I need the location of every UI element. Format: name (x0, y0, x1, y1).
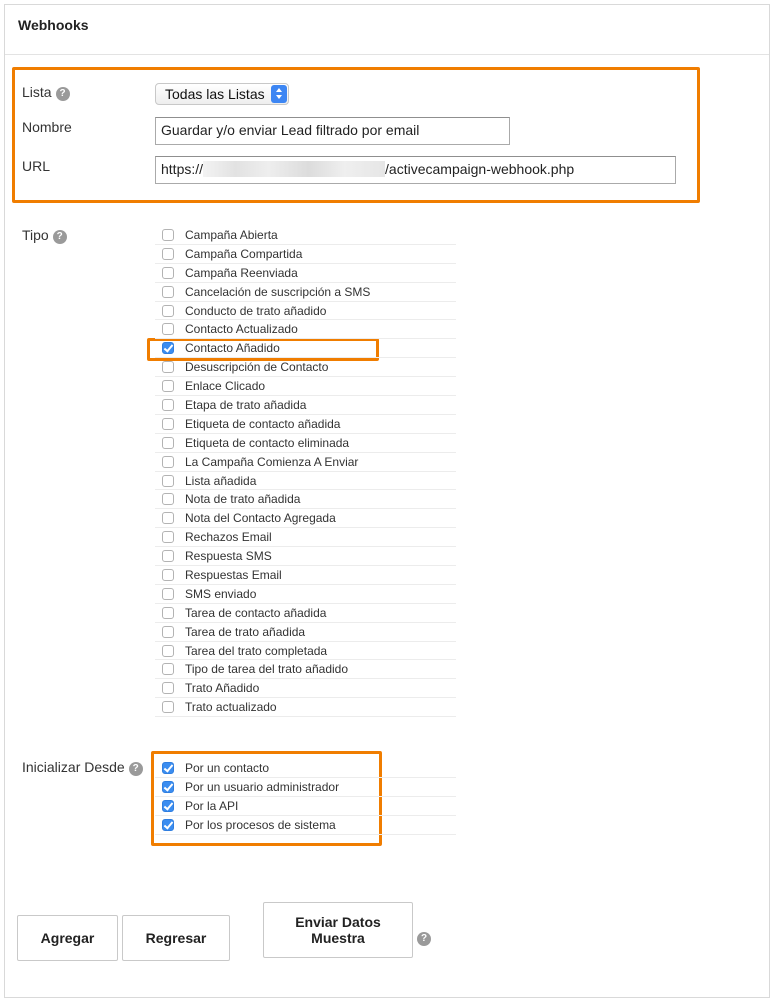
checkbox[interactable] (162, 531, 174, 543)
checkbox-label: Tipo de tarea del trato añadido (185, 662, 349, 677)
checkbox-label: Trato actualizado (185, 700, 277, 715)
checkbox[interactable] (162, 305, 174, 317)
checkbox-checked[interactable] (162, 781, 174, 793)
checkbox-label: Contacto Añadido (185, 341, 280, 356)
checkbox-row-contacto-actualizado[interactable] (155, 320, 456, 339)
tipo-checkbox-list (155, 226, 456, 717)
checkbox-label: Por un usuario administrador (185, 779, 340, 794)
checkbox-label: Etapa de trato añadida (185, 397, 307, 412)
checkbox-checked[interactable] (162, 800, 174, 812)
inicializar-label-text: Inicializar Desde (22, 759, 125, 775)
nombre-input[interactable] (155, 117, 510, 145)
checkbox-row-tarea-de-contacto-anadida[interactable] (155, 604, 456, 623)
inicializar-checkbox-list (155, 759, 456, 835)
checkbox-label: Enlace Clicado (185, 379, 266, 394)
checkbox-checked[interactable] (162, 762, 174, 774)
checkbox-row-sms-enviado[interactable] (155, 585, 456, 604)
checkbox-row-rechazos-email[interactable] (155, 528, 456, 547)
checkbox[interactable] (162, 512, 174, 524)
checkbox-checked[interactable] (162, 819, 174, 831)
checkbox-row-contacto-anadido[interactable] (155, 339, 456, 358)
checkbox-row-por-un-contacto[interactable] (155, 759, 456, 778)
nombre-label: Nombre (22, 119, 72, 135)
checkbox-label: Campaña Abierta (185, 227, 278, 242)
checkbox[interactable] (162, 645, 174, 657)
checkbox-label: Nota del Contacto Agregada (185, 511, 336, 526)
checkbox-row-lista-anadida[interactable] (155, 472, 456, 491)
checkbox-row-trato-anadido[interactable] (155, 679, 456, 698)
url-prefix: https:// (161, 161, 204, 177)
checkbox-row-tarea-del-trato-completada[interactable] (155, 642, 456, 661)
page-title: Webhooks (18, 17, 89, 33)
checkbox[interactable] (162, 323, 174, 335)
checkbox-label: Respuesta SMS (185, 549, 272, 564)
checkbox-label: Cancelación de suscripción a SMS (185, 284, 371, 299)
checkbox-row-por-la-api[interactable] (155, 797, 456, 816)
checkbox[interactable] (162, 437, 174, 449)
checkbox-row-nota-de-trato-anadida[interactable] (155, 490, 456, 509)
checkbox[interactable] (162, 456, 174, 468)
help-icon[interactable]: ? (417, 932, 431, 946)
checkbox[interactable] (162, 229, 174, 241)
checkbox[interactable] (162, 493, 174, 505)
checkbox-row-tipo-de-tarea-del-trato-anadido[interactable] (155, 660, 456, 679)
checkbox-row-tarea-de-trato-anadida[interactable] (155, 623, 456, 642)
checkbox-row-por-los-procesos-de-sistema[interactable] (155, 816, 456, 835)
checkbox-label: Tarea del trato completada (185, 643, 328, 658)
lista-select-value: Todas las Listas (165, 86, 265, 102)
panel-header (5, 5, 769, 55)
checkbox-label: Respuestas Email (185, 567, 282, 582)
checkbox[interactable] (162, 399, 174, 411)
checkbox-label: Lista añadida (185, 473, 257, 488)
checkbox[interactable] (162, 475, 174, 487)
checkbox[interactable] (162, 701, 174, 713)
tipo-label (22, 227, 67, 244)
checkbox-row-la-campana-comienza-a-enviar[interactable] (155, 453, 456, 472)
checkbox[interactable] (162, 286, 174, 298)
agregar-button[interactable]: Agregar (17, 915, 118, 961)
checkbox-label: Desuscripción de Contacto (185, 360, 329, 375)
checkbox-label: Trato Añadido (185, 681, 260, 696)
url-label: URL (22, 158, 51, 174)
checkbox-label: Por los procesos de sistema (185, 817, 336, 832)
enviar-line1: Enviar Datos (295, 914, 381, 930)
checkbox-label: Campaña Compartida (185, 246, 303, 261)
checkbox[interactable] (162, 663, 174, 675)
help-icon[interactable]: ? (56, 87, 70, 101)
checkbox[interactable] (162, 248, 174, 260)
checkbox-label: Conducto de trato añadido (185, 303, 327, 318)
checkbox-label: Por un contacto (185, 760, 270, 775)
checkbox[interactable] (162, 682, 174, 694)
checkbox-row-desuscripcion-de-contacto[interactable] (155, 358, 456, 377)
url-input[interactable] (155, 156, 676, 184)
checkbox-label: Campaña Reenviada (185, 265, 298, 280)
checkbox[interactable] (162, 361, 174, 373)
checkbox-row-campana-abierta[interactable] (155, 226, 456, 245)
checkbox[interactable] (162, 588, 174, 600)
checkbox-row-por-un-usuario-administrador[interactable] (155, 778, 456, 797)
redacted-domain (203, 161, 385, 177)
checkbox-row-campana-reenviada[interactable] (155, 264, 456, 283)
checkbox-row-etiqueta-de-contacto-eliminada[interactable] (155, 434, 456, 453)
lista-label-text: Lista (22, 84, 52, 100)
checkbox[interactable] (162, 550, 174, 562)
nombre-input-value: Guardar y/o enviar Lead filtrado por email (161, 122, 420, 138)
checkbox-row-respuesta-sms[interactable] (155, 547, 456, 566)
lista-label (22, 84, 70, 101)
tipo-label-text: Tipo (22, 227, 49, 243)
enviar-line2: Muestra (311, 930, 365, 946)
checkbox[interactable] (162, 607, 174, 619)
help-icon[interactable]: ? (129, 762, 143, 776)
checkbox[interactable] (162, 267, 174, 279)
checkbox-label: Nota de trato añadida (185, 492, 301, 507)
enviar-datos-muestra-button[interactable] (263, 902, 413, 958)
checkbox-label: Contacto Actualizado (185, 322, 298, 337)
checkbox-row-conducto-de-trato-anadido[interactable] (155, 302, 456, 321)
help-icon[interactable]: ? (53, 230, 67, 244)
checkbox-label: Etiqueta de contacto eliminada (185, 435, 350, 450)
checkbox-row-trato-actualizado[interactable] (155, 698, 456, 717)
checkbox-label: SMS enviado (185, 586, 257, 601)
checkbox-row-cancelacion-de-suscripcion-a-sms[interactable] (155, 283, 456, 302)
inicializar-label (22, 759, 143, 776)
checkbox-row-enlace-clicado[interactable] (155, 377, 456, 396)
checkbox-row-nota-del-contacto-agregada[interactable] (155, 509, 456, 528)
checkbox-label: Por la API (185, 798, 239, 813)
checkbox-row-campana-compartida[interactable] (155, 245, 456, 264)
checkbox-label: Tarea de contacto añadida (185, 605, 327, 620)
regresar-button[interactable]: Regresar (122, 915, 230, 961)
checkbox-row-etiqueta-de-contacto-anadida[interactable] (155, 415, 456, 434)
checkbox-label: Rechazos Email (185, 530, 272, 545)
checkbox-label: Etiqueta de contacto añadida (185, 416, 341, 431)
checkbox[interactable] (162, 418, 174, 430)
checkbox[interactable] (162, 569, 174, 581)
checkbox-label: La Campaña Comienza A Enviar (185, 454, 359, 469)
checkbox[interactable] (162, 626, 174, 638)
lista-select[interactable] (155, 83, 289, 105)
url-suffix: /activecampaign-webhook.php (385, 161, 575, 177)
checkbox[interactable] (162, 380, 174, 392)
select-arrows-icon (271, 85, 287, 103)
checkbox-checked[interactable] (162, 342, 174, 354)
checkbox-row-etapa-de-trato-anadida[interactable] (155, 396, 456, 415)
checkbox-label: Tarea de trato añadida (185, 624, 306, 639)
checkbox-row-respuestas-email[interactable] (155, 566, 456, 585)
